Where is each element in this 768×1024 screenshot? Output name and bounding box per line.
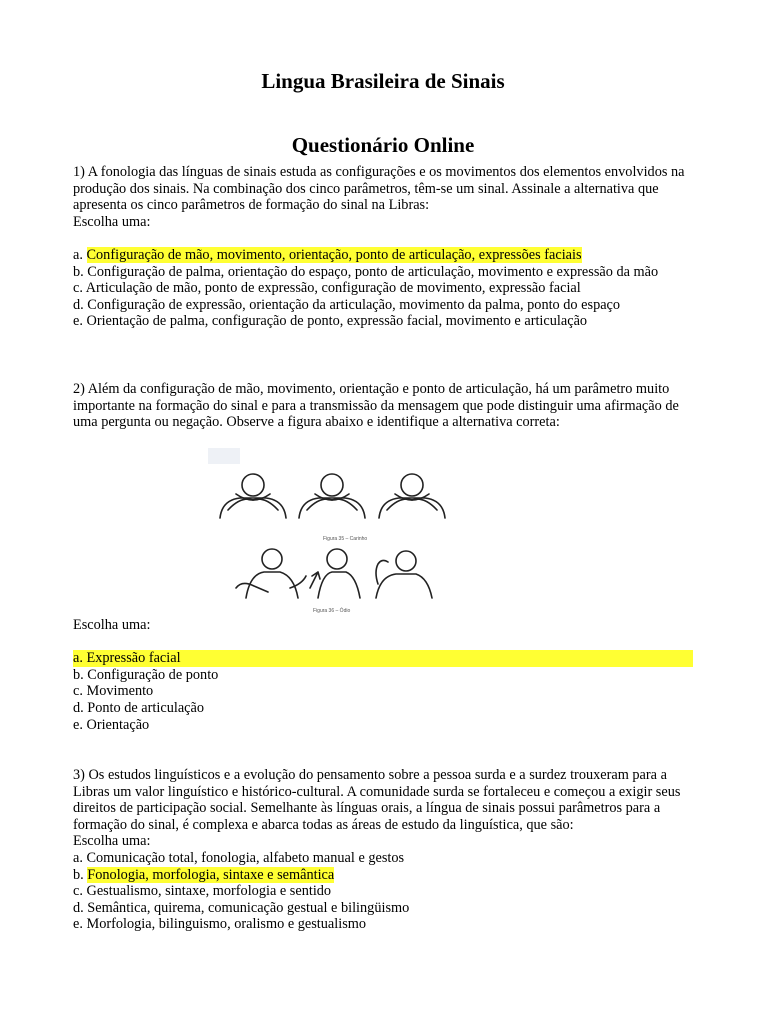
q3-option-d[interactable]: d. Semântica, quirema, comunicação gestual e bilingüismo — [73, 899, 410, 916]
q1-option-a[interactable] — [73, 247, 697, 264]
question-1-text: 1) A fonologia das línguas de sinais estuda as configurações e os movimentos dos elementos envolvidos na produção dos sinais. Na combinação dos cinco parâmetros, têm-se um sinal. Assinale a alternativa que apresenta os cinco parâmetros de formação do sinal na Libras: — [73, 164, 685, 214]
q2-option-d[interactable]: d. Ponto de articulação — [73, 699, 205, 716]
question-3-prompt: Escolha uma: — [73, 833, 151, 850]
q3-option-b[interactable] — [73, 867, 697, 884]
question-2-prompt: Escolha uma: — [73, 617, 151, 633]
question-3-text: 3) Os estudos linguísticos e a evolução do pensamento sobre a pessoa surda e a surdez trouxeram para a Libras um valor linguístico e histórico-cultural. A comunidade surda se fortaleceu e começou a exigir seus direitos de participação social. Semelhante às línguas orais, a língua de sinais possui parâmetros para a formação do sinal, é complexa e abarca todas as áreas de estudo da linguística, que são: — [73, 767, 681, 833]
question-1-prompt: Escolha uma: — [73, 213, 151, 230]
q1-option-b[interactable]: b. Configuração de palma, orientação do espaço, ponto de articulação, movimento e expressão da mão — [73, 263, 659, 280]
figure-caption-1: Figura 35 – Carinho — [323, 536, 368, 542]
q1-option-d[interactable]: d. Configuração de expressão, orientação da articulação, movimento da palma, ponto do espaço — [73, 296, 621, 313]
q3-option-b-text: Fonologia, morfologia, sintaxe e semântica — [87, 866, 335, 883]
q1-option-a-prefix: a. — [73, 246, 87, 263]
document-title: Lingua Brasileira de Sinais — [261, 69, 505, 93]
figure-caption-2: Figura 36 – Ódio — [313, 608, 351, 614]
question-3 — [73, 767, 697, 933]
question-1 — [73, 164, 697, 330]
q3-option-e[interactable]: e. Morfologia, bilinguismo, oralismo e gestualismo — [73, 916, 367, 933]
question-2 — [73, 381, 697, 431]
q2-option-c[interactable]: c. Movimento — [73, 683, 154, 700]
q2-option-a[interactable]: a. Expressão facial — [73, 650, 693, 667]
sign-language-figure — [206, 448, 516, 614]
q1-option-e[interactable]: e. Orientação de palma, configuração de ponto, expressão facial, movimento e articulação — [73, 313, 588, 330]
question-2-text: 2) Além da configuração de mão, movimento, orientação e ponto de articulação, há um parâmetro muito importante na formação do sinal e para a transmissão da mensagem que pode distinguir uma afirmação de uma pergunta ou negação. Observe a figura abaixo e identifique a alternativa correta: — [73, 381, 679, 431]
sign-illustration-icon — [206, 448, 516, 614]
question-2-answers — [73, 617, 697, 733]
q3-option-c[interactable]: c. Gestualismo, sintaxe, morfologia e sentido — [73, 883, 332, 900]
q3-option-b-prefix: b. — [73, 866, 88, 883]
document-subtitle: Questionário Online — [291, 133, 475, 157]
q3-option-a[interactable]: a. Comunicação total, fonologia, alfabeto manual e gestos — [73, 849, 405, 866]
q1-option-c[interactable]: c. Articulação de mão, ponto de expressão, configuração de movimento, expressão facial — [73, 280, 581, 297]
q2-option-e[interactable]: e. Orientação — [73, 716, 150, 733]
q1-option-a-text: Configuração de mão, movimento, orientação, ponto de articulação, expressões faciais — [86, 246, 582, 263]
q2-option-b[interactable]: b. Configuração de ponto — [73, 666, 219, 683]
